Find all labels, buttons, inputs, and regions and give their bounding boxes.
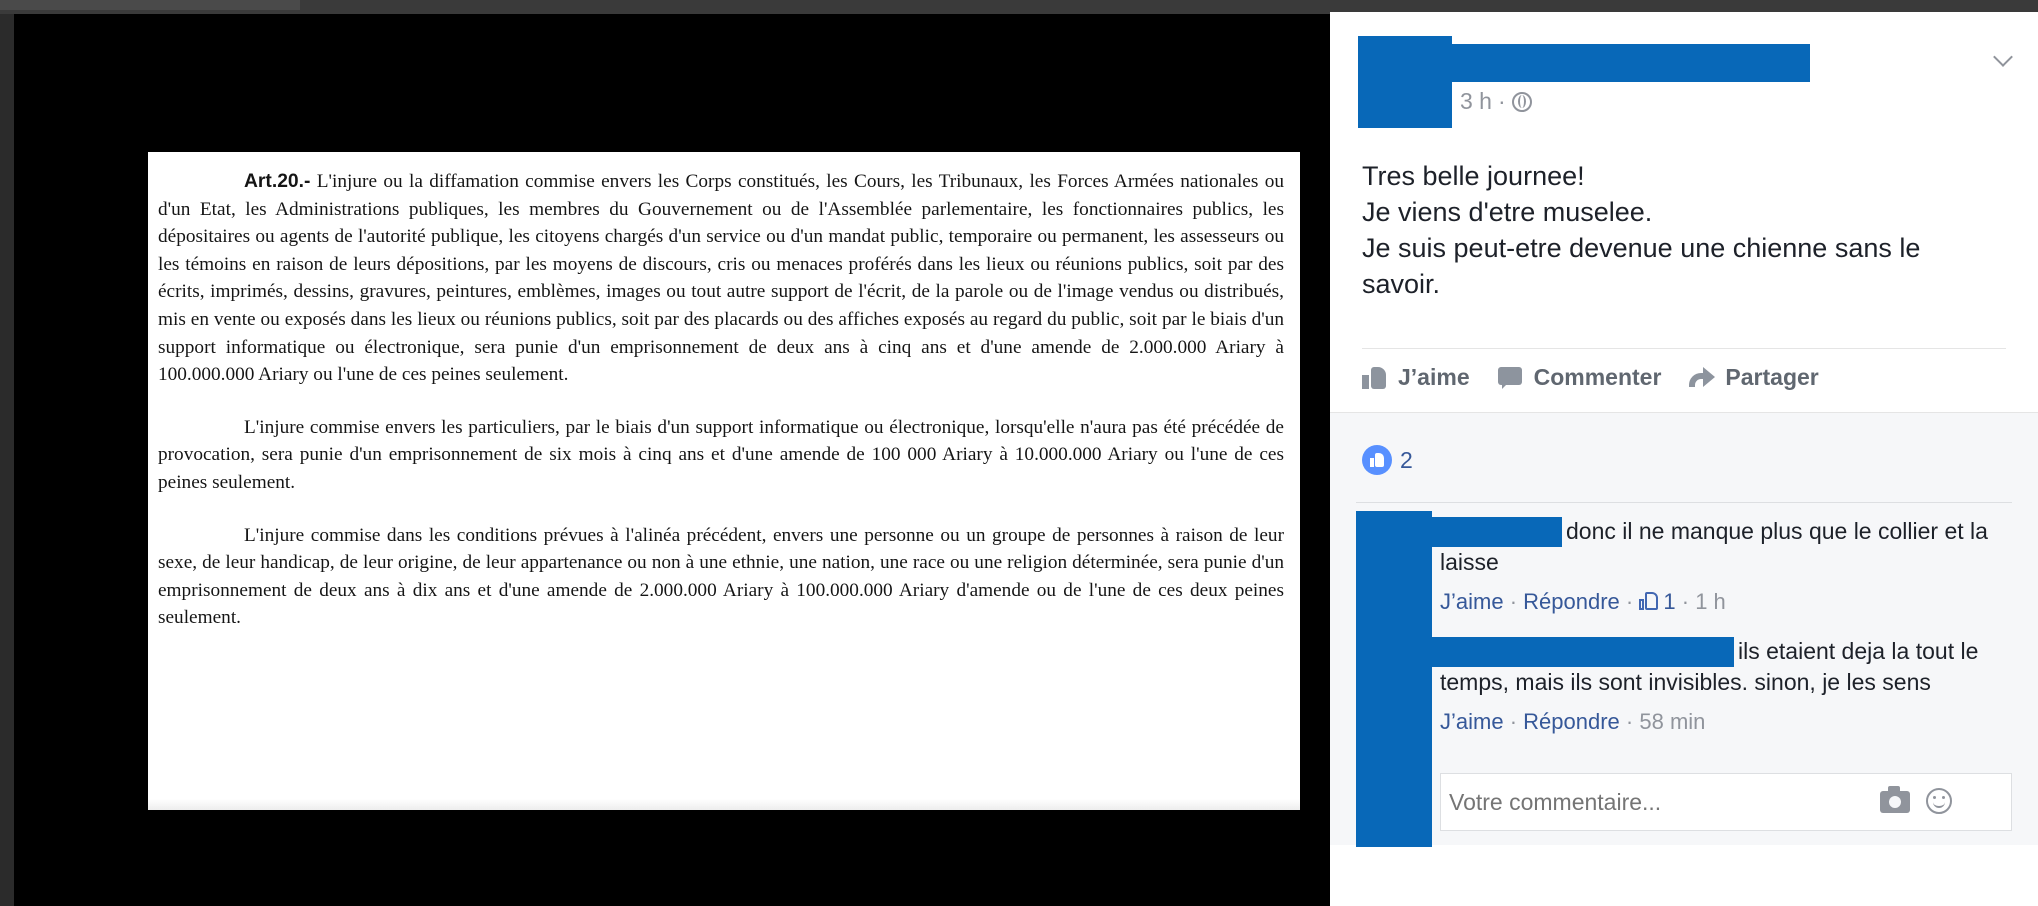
share-button[interactable] [1689, 364, 1818, 391]
globe-icon [1512, 92, 1532, 112]
comment-like-link[interactable]: J’aime [1440, 589, 1504, 614]
thumbs-up-icon [1362, 365, 1388, 391]
comment-label: Commenter [1533, 364, 1662, 390]
redacted-author-name [1452, 44, 1810, 82]
comments-section [1330, 412, 2038, 845]
comment-reply-link[interactable]: Répondre [1523, 709, 1620, 734]
post-actions [1362, 364, 1819, 391]
comment-icon [1498, 365, 1524, 391]
share-label: Partager [1725, 364, 1819, 390]
post-line: Tres belle journee! [1362, 161, 1585, 191]
meta-separator: · [1497, 88, 1506, 114]
comment-item [1440, 516, 2010, 617]
reaction-count[interactable]: 2 [1400, 446, 1413, 473]
document-paragraph: L'injure commise dans les conditions prévues à l'alinéa précédent, envers une personne ou un groupe de personnes à raison de leur sexe, de leur handicap, de leur origine, de leur appartenance ou non à une ethnie, une nation, une race ou une religion déterminée, sera punie d'un emprisonnement de deux ans à dix ans et d'une amende de 2.000.000 Ariary à 100.000.000 Ariary d'amende ou de l'une de ces deux peines seulement. [158, 524, 1284, 629]
chevron-down-icon[interactable] [1990, 48, 2016, 74]
comment-button[interactable] [1498, 364, 1662, 391]
comment-meta: J’aime · Répondre · 58 min [1440, 709, 1706, 734]
comment-time[interactable]: 1 h [1695, 589, 1726, 614]
photo-edge [148, 796, 1300, 810]
comment-text: donc il ne manque plus que le collier et la laisse [1440, 518, 1988, 575]
comment-text: ils etaient deja la tout le temps, mais ils sont invisibles. sinon, je les sens [1440, 638, 1979, 695]
comment-reply-link[interactable]: Répondre [1523, 589, 1620, 614]
post-line: Je suis peut-etre devenue une chienne sans le savoir. [1362, 233, 1921, 299]
post-sidebar [1330, 12, 2038, 906]
comment-item [1440, 636, 2010, 737]
article-text: L'injure ou la diffamation commise envers les Corps constitués, les Cours, les Tribunaux, les Forces Armées nationales ou d'un Etat, les Administrations publiques, les membres du Gouvernement ou de l'Assemblée parlementaire, les fonctionnaires publics, les dépositaires ou agents de l'autorité publique, les citoyens chargés d'un service ou d'un mandat public, temporaire ou permanent, les assesseurs ou les témoins en raison de leurs dépositions, par les moyens de discours, cris ou menaces proférés dans les lieux ou réunions publics, soit par des écrits, imprimés, dessins, gravures, peintures, emblèmes, images ou tout autre support de l'écrit, de la parole ou de l'image vendus ou distribués, mis en vente ou exposés dans les lieux ou réunions publics, soit par des placards ou des affiches exposés au regard du public, soit par le biais d'un support informatique ou électronique, sera punie d'un emprisonnement de deux ans à cinq ans et d'une amende de 2.000.000 Ariary à 100.000.000 Ariary ou l'une de ces peines seulement. [158, 171, 1284, 386]
post-timestamp[interactable] [1460, 88, 1532, 115]
page-backdrop-left [0, 14, 14, 906]
thumbs-up-icon [1639, 591, 1659, 611]
like-button[interactable] [1362, 364, 1470, 391]
article-heading: Art.20.- [244, 171, 311, 192]
redacted-avatar [1358, 36, 1452, 128]
redacted-commenter-avatars [1356, 511, 1432, 847]
like-label: J’aime [1398, 364, 1470, 390]
comment-time[interactable]: 58 min [1639, 709, 1706, 734]
camera-icon[interactable] [1880, 791, 1910, 813]
post-body [1362, 158, 2002, 302]
comment-meta: J’aime · Répondre · 1 · 1 h [1440, 589, 1726, 614]
like-reaction-icon [1362, 445, 1392, 475]
post-line: Je viens d'etre muselee. [1362, 197, 1653, 227]
legal-document-photo [148, 152, 1300, 810]
page-backdrop-strip [0, 0, 300, 10]
photo-viewer[interactable] [14, 14, 1330, 906]
emoji-icon[interactable] [1926, 788, 1952, 814]
comments-divider [1356, 502, 2012, 503]
actions-divider [1362, 348, 2006, 349]
comment-like-count[interactable]: 1 [1663, 589, 1676, 614]
comment-like-link[interactable]: J’aime [1440, 709, 1504, 734]
share-icon [1689, 365, 1715, 391]
reactions-summary[interactable] [1362, 445, 1413, 475]
document-paragraph: L'injure commise envers les particuliers, par le biais d'un support informatique ou électronique, lorsqu'elle n'aura pas été précédée de provocation, sera punie d'un emprisonnement de six mois à cinq ans et d'une amende de 100 000 Ariary à 10.000.000 Ariary ou l'une de ces peines seulement. [158, 416, 1284, 493]
post-time[interactable]: 3 h [1460, 88, 1492, 114]
document-paragraph [158, 168, 1284, 389]
